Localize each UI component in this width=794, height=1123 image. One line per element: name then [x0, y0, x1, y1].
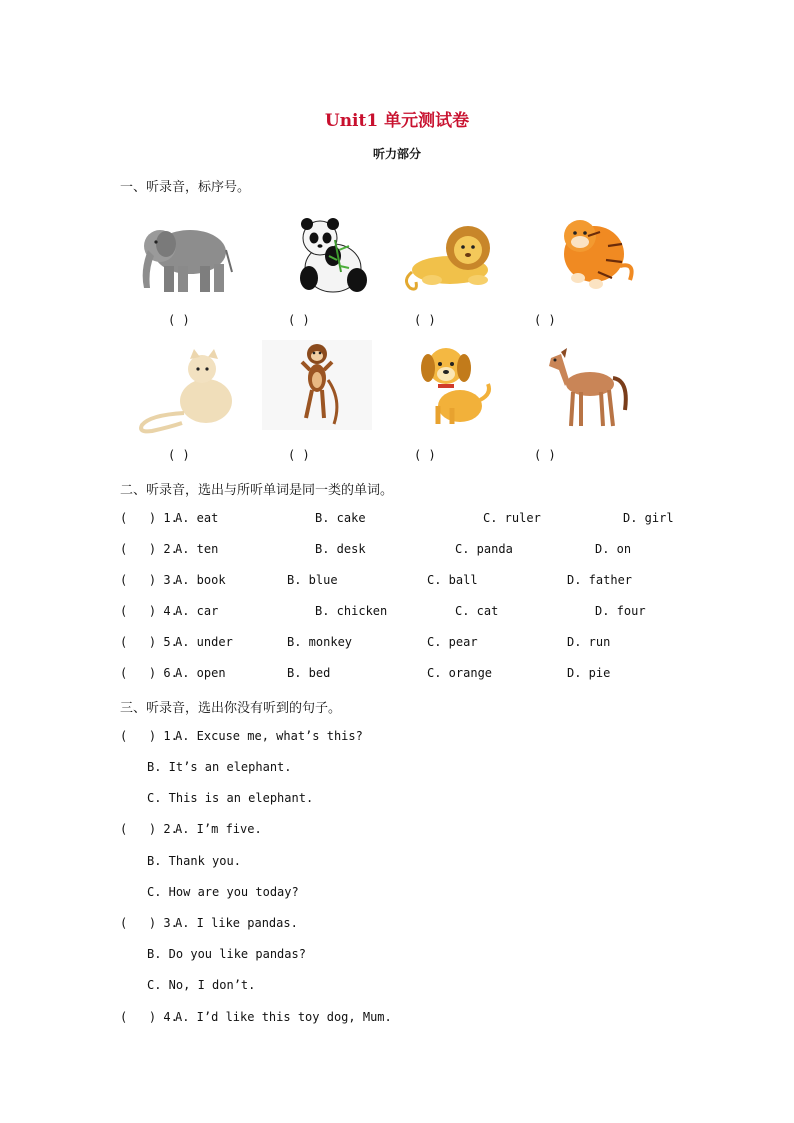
- sentence-q2-option-a: A. I’m five.: [175, 822, 262, 836]
- word-question-4[interactable]: [120, 604, 740, 620]
- option-b: B. blue: [287, 573, 338, 587]
- answer-paren-5[interactable]: ( ): [168, 448, 190, 462]
- option-c: C. ball: [427, 573, 478, 587]
- sentence-q1-number[interactable]: ( ) 1.: [120, 729, 178, 743]
- option-d: D. run: [567, 635, 611, 649]
- word-question-2[interactable]: [120, 542, 740, 558]
- cat-picture: [130, 345, 240, 435]
- sentence-q1-option-a: A. Excuse me, what’s this?: [175, 729, 363, 743]
- option-c: C. cat: [455, 604, 499, 618]
- sentence-q4-option-a: A. I’d like this toy dog, Mum.: [175, 1010, 392, 1024]
- question-number: ( ) 2.: [120, 542, 178, 556]
- option-d: D. girl: [623, 511, 674, 525]
- option-b: B. cake: [315, 511, 366, 525]
- section-subtitle: 听力部分: [372, 147, 421, 161]
- sentence-q1-option-b: B. It’s an elephant.: [147, 760, 292, 774]
- option-d: D. father: [567, 573, 633, 587]
- word-question-6[interactable]: [120, 666, 740, 682]
- sentence-q3-number[interactable]: ( ) 3.: [120, 916, 178, 930]
- answer-paren-8[interactable]: ( ): [534, 448, 556, 462]
- answer-paren-7[interactable]: ( ): [414, 448, 436, 462]
- sentence-q1-option-c: C. This is an elephant.: [147, 791, 314, 805]
- section1-heading: 一、听录音，标序号。: [120, 180, 251, 195]
- lion-picture: [398, 210, 508, 300]
- section3-heading: 三、听录音，选出你没有听到的句子。: [120, 701, 342, 716]
- sentence-q3-option-a: A. I like pandas.: [175, 916, 298, 930]
- panda-picture: [275, 210, 385, 300]
- monkey-picture: [262, 340, 372, 430]
- option-d: D. pie: [567, 666, 611, 680]
- option-b: B. bed: [287, 666, 331, 680]
- answer-paren-1[interactable]: ( ): [168, 313, 190, 327]
- option-a: A. ten: [175, 542, 219, 556]
- option-a: A. under: [175, 635, 233, 649]
- question-number: ( ) 4.: [120, 604, 178, 618]
- sentence-q2-option-b: B. Thank you.: [147, 854, 241, 868]
- option-a: A. book: [175, 573, 226, 587]
- question-number: ( ) 1.: [120, 511, 178, 525]
- sentence-q3-option-c: C. No, I don’t.: [147, 978, 256, 992]
- option-c: C. panda: [455, 542, 513, 556]
- elephant-picture: [130, 210, 240, 300]
- dog-picture: [398, 340, 508, 430]
- sentence-q2-option-c: C. How are you today?: [147, 885, 299, 899]
- option-c: C. ruler: [483, 511, 541, 525]
- word-question-5[interactable]: [120, 635, 740, 651]
- sentence-q2-number[interactable]: ( ) 2.: [120, 822, 178, 836]
- option-c: C. pear: [427, 635, 478, 649]
- option-a: A. eat: [175, 511, 219, 525]
- option-d: D. four: [595, 604, 646, 618]
- section2-heading: 二、听录音，选出与所听单词是同一类的单词。: [120, 483, 394, 498]
- answer-paren-4[interactable]: ( ): [534, 313, 556, 327]
- tiger-picture: [538, 206, 648, 296]
- horse-picture: [535, 340, 645, 430]
- option-b: B. chicken: [315, 604, 388, 618]
- option-b: B. monkey: [287, 635, 353, 649]
- option-a: A. car: [175, 604, 219, 618]
- animal-grid: [0, 0, 794, 470]
- word-question-1[interactable]: [120, 511, 740, 527]
- sentence-q3-option-b: B. Do you like pandas?: [147, 947, 306, 961]
- word-question-3[interactable]: [120, 573, 740, 589]
- question-number: ( ) 6.: [120, 666, 178, 680]
- answer-paren-3[interactable]: ( ): [414, 313, 436, 327]
- answer-paren-2[interactable]: ( ): [288, 313, 310, 327]
- sentence-q4-number[interactable]: ( ) 4.: [120, 1010, 178, 1024]
- question-number: ( ) 3.: [120, 573, 178, 587]
- option-c: C. orange: [427, 666, 493, 680]
- question-number: ( ) 5.: [120, 635, 178, 649]
- page-title: Unit1 单元测试卷: [324, 111, 470, 131]
- option-b: B. desk: [315, 542, 366, 556]
- answer-paren-6[interactable]: ( ): [288, 448, 310, 462]
- option-a: A. open: [175, 666, 226, 680]
- option-d: D. on: [595, 542, 632, 556]
